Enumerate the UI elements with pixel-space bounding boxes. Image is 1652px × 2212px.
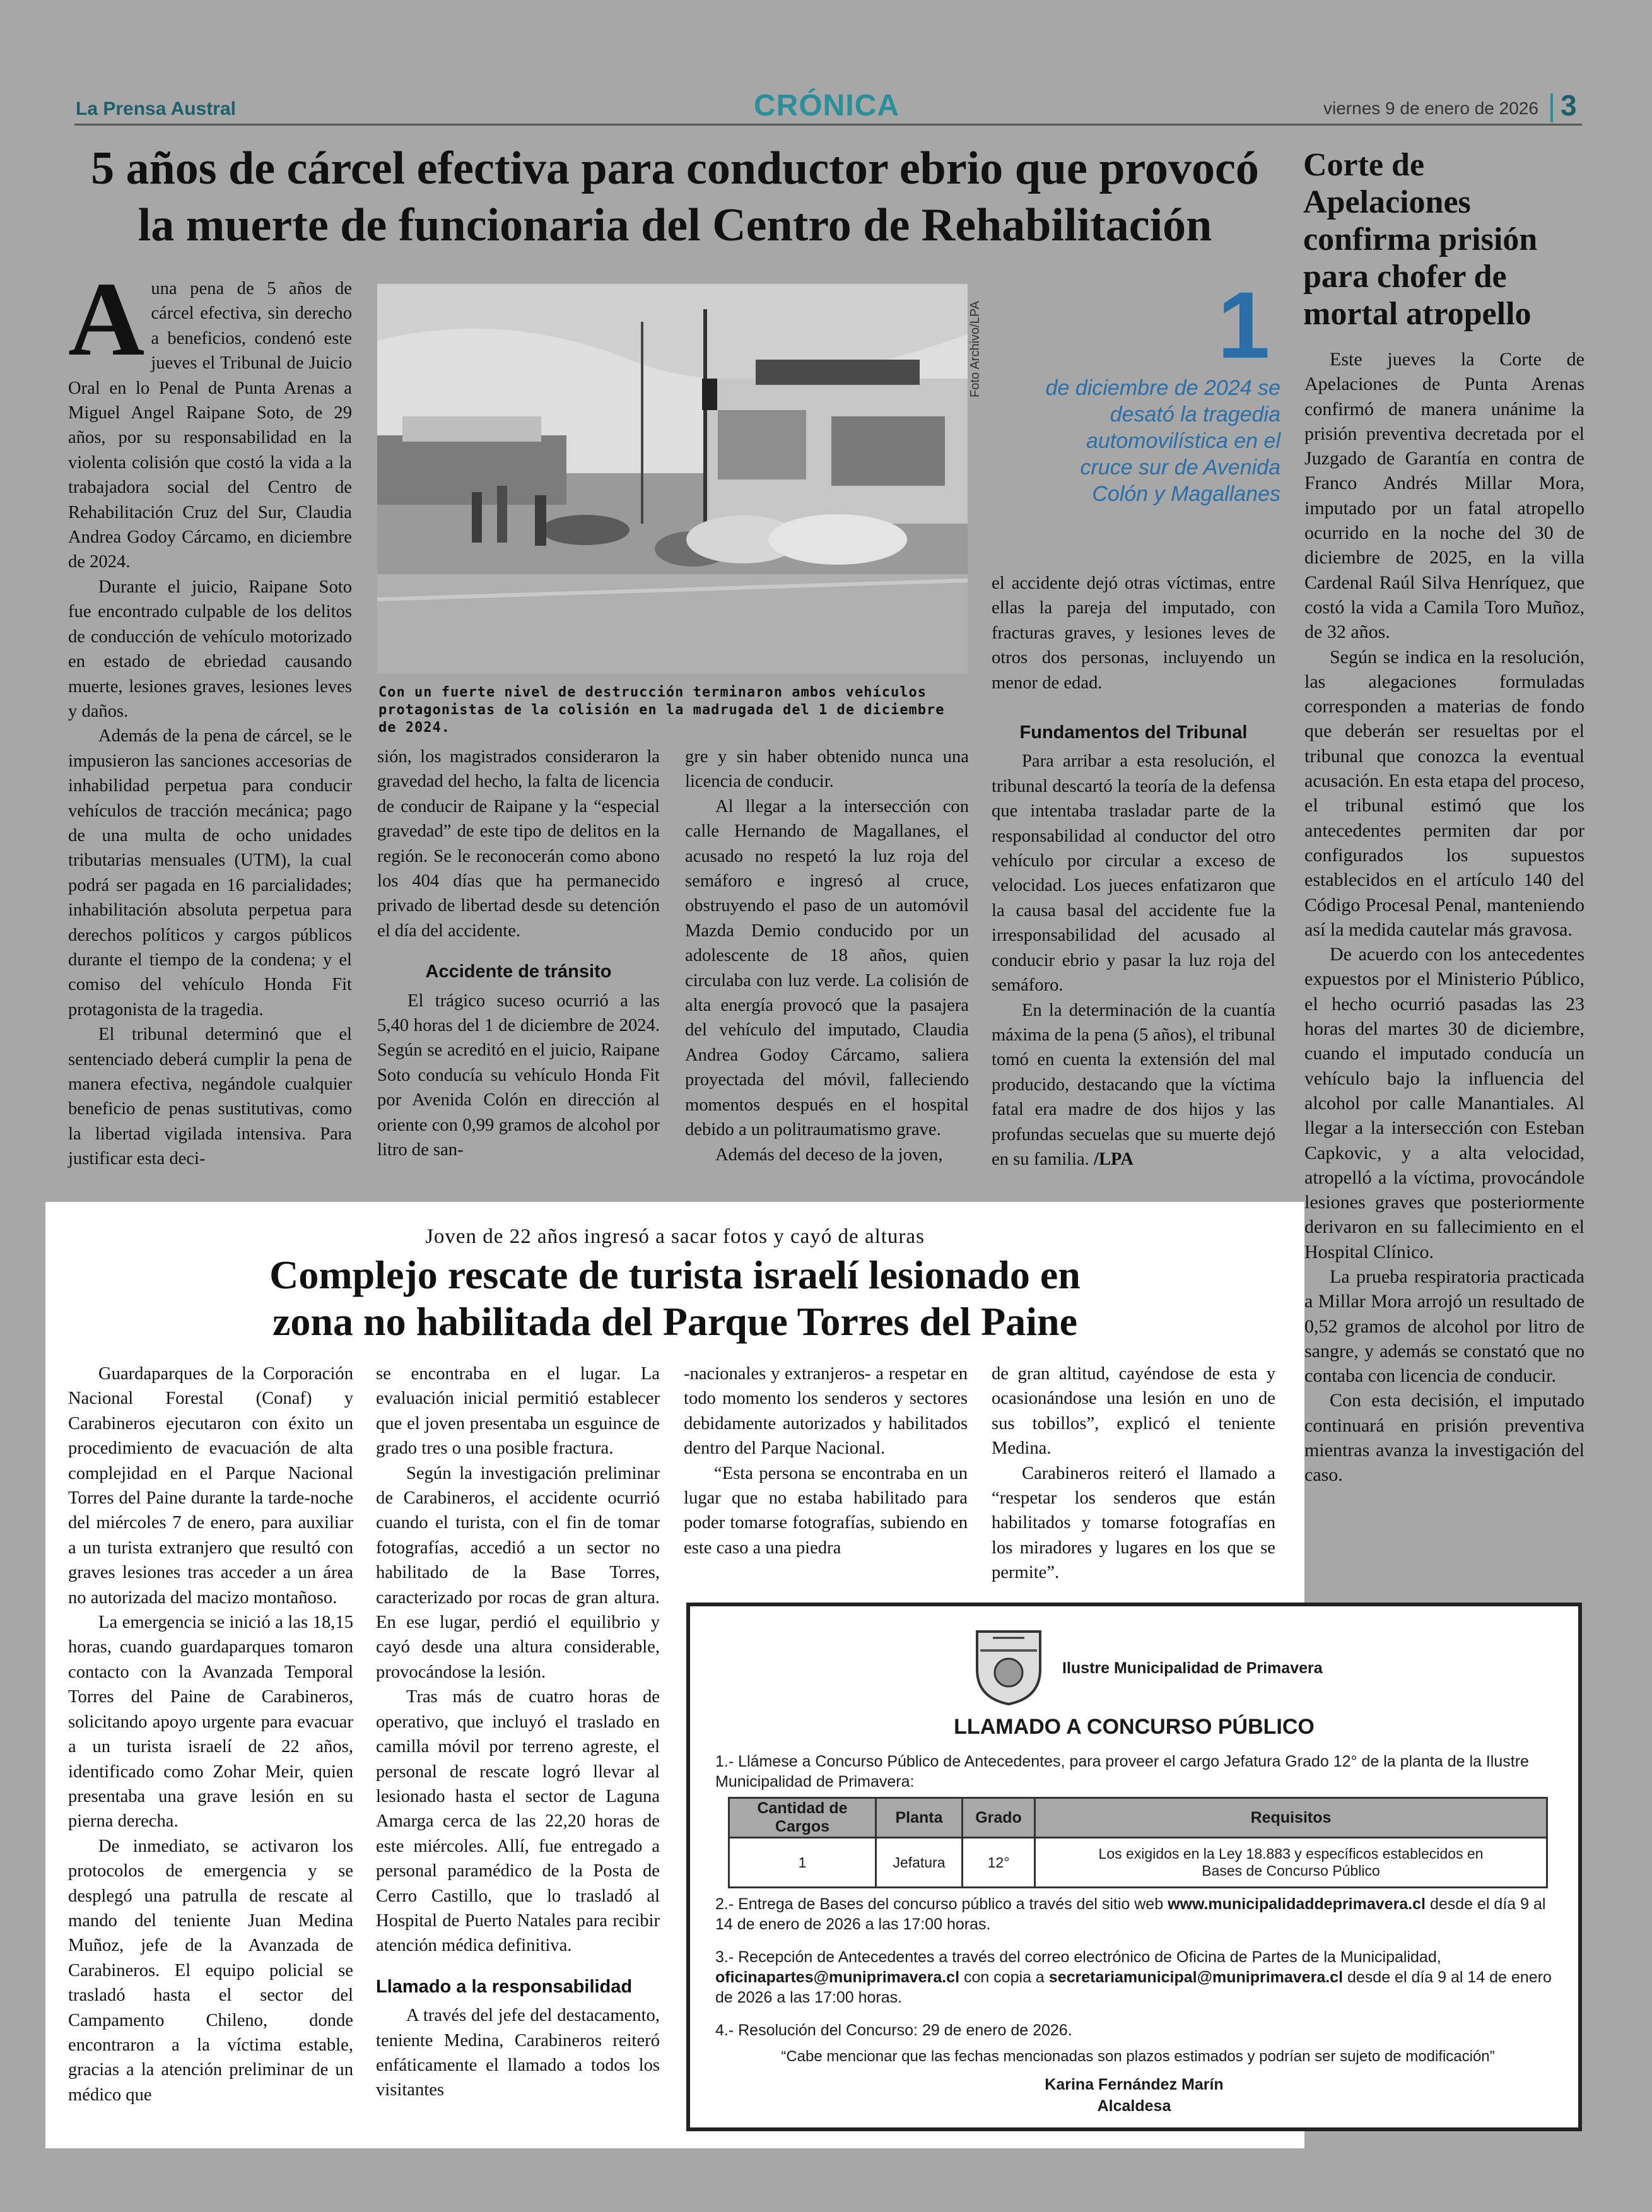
paragraph: sión, los magistrados consideraron la gravedad del hecho, la falta de licencia de conducir de Raipane y la “especial gravedad” de este tipo de delitos en la región. Se le reconocerán como abono los 404 días que ha permanecido privado de libertad desde su detención el día del accidente. bbox=[377, 747, 660, 941]
header-rule bbox=[74, 124, 1582, 126]
side-headline: Corte de Apelaciones confirma prisión para chofer de mortal atropello bbox=[1303, 147, 1538, 332]
table-cell: Jefatura bbox=[876, 1838, 963, 1888]
paragraph: En la determinación de la cuantía máxima de la pena (5 años), el tribunal tomó en cuenta la extensión del mal producido, destacando que la víctima fatal era madre de dos hijos y las profundas secuelas que su muerte dejó en su familia. /LPA bbox=[992, 1000, 1275, 1169]
byline-sign: /LPA bbox=[1094, 1149, 1134, 1169]
paragraph: de gran altitud, cayéndose de esta y ocasionándose una lesión en uno de sus tobillos”, explicó el teniente Medina. bbox=[992, 1364, 1275, 1459]
email-link-oficina-partes[interactable]: oficinapartes@muniprimavera.cl bbox=[715, 1968, 960, 1986]
paragraph: “Esta persona se encontraba en un lugar que no estaba habilitado para poder tomarse fotografías, subiendo en este caso a una piedra bbox=[684, 1463, 968, 1558]
paragraph: se encontraba en el lugar. La evaluación inicial permitió establecer que el joven presentaba un esguince de grado tres o una posible fractura. bbox=[376, 1364, 660, 1459]
ad-institution: Ilustre Municipalidad de Primavera bbox=[1062, 1659, 1323, 1677]
main-headline: 5 años de cárcel efectiva para conductor ebrio que provocó la muerte de funcionaria del Centro de Rehabilitación bbox=[91, 143, 1259, 251]
section-title: CRÓNICA bbox=[754, 89, 899, 122]
main-story-column-2 bbox=[377, 744, 660, 1163]
paragraph: una pena de 5 años de cárcel efectiva, sin derecho a beneficios, condenó este jueves el Tribunal de Juicio Oral en lo Penal de Punta Arenas a Miguel Angel Raipane Soto, de 29 años, por su responsabilidad en la violenta colisión que costó la vida a la trabajadora social del Centro de Rehabilitación Cruz del Sur, Claudia Andrea Godoy Cárcamo, en diciembre de 2024. bbox=[68, 279, 352, 572]
paragraph: De acuerdo con los antecedentes expuestos por el Ministerio Público, el hecho ocurrió pasadas las 23 horas del martes 30 de diciembre, cuando el imputado conducía un vehículo bajo la influencia del alcohol por calle Manantiales. Al llegar a la intersección con Esteban Capkovic, y a alta velocidad, atropelló a la víctima, provocándole lesiones graves que posteriormente derivaron en su fallecimiento en el Hospital Clínico. bbox=[1304, 944, 1585, 1262]
crash-photo bbox=[377, 284, 968, 674]
paragraph: Según la investigación preliminar de Carabineros, el accidente ocurrió cuando el turista, con el fin de tomar fotografías, accedió a un sector no habilitado de la Base Torres, caracterizado por rocas de gran altura. En ese lugar, perdió el equilibrio y cayó desde una altura considerable, provocándose la lesión. bbox=[376, 1463, 660, 1682]
ad-signer: Karina Fernández Marín bbox=[1045, 2076, 1224, 2093]
issue-date: viernes 9 de enero de 2026 bbox=[1323, 98, 1538, 118]
paragraph: La emergencia se inició a las 18,15 horas, cuando guardaparques tomaron contacto con la Avanzada Temporal Torres del Paine de Carabineros, solicitando apoyo urgente para evacuar a un turista israelí de 22 años, identificado como Zohar Meir, quien presentaba una grave lesión en su pierna derecha. bbox=[68, 1613, 353, 1832]
subheading-fundamentos: Fundamentos del Tribunal bbox=[1019, 722, 1248, 743]
paragraph: Para arribar a esta resolución, el tribunal descartó la teoría de la defensa que intentaba trasladar parte de la responsabilidad al conductor del otro vehículo por circular a exceso de velocidad. Los jueces enfatizaron que la causa basal del accidente fue la irresponsabilidad del acusado al conducir ebrio y pasar la luz roja del semáforo. bbox=[992, 751, 1275, 996]
table-header: Planta bbox=[876, 1798, 963, 1838]
page-number: 3 bbox=[1561, 89, 1577, 122]
paragraph: Según se indica en la resolución, las alegaciones formuladas corresponden a materias de fondo que deberán ser resueltas por el tribunal que conozca la eventual acusación. En esta etapa del proceso, el tribunal estimó que los antecedentes permiten dar por configurados los supuestos establecidos en el artículo 140 del Código Procesal Penal, manteniendo así la medida cautelar más gravosa. bbox=[1304, 646, 1585, 940]
main-story-column-4 bbox=[992, 571, 1275, 1172]
side-story-body bbox=[1304, 347, 1585, 1488]
table-header: Grado bbox=[963, 1798, 1035, 1838]
municipal-website-link[interactable]: www.municipalidaddeprimavera.cl bbox=[1168, 1895, 1426, 1913]
rescue-kicker: Joven de 22 años ingresó a sacar fotos y cayó de alturas bbox=[425, 1225, 925, 1248]
paragraph: A través del jefe del destacamento, teniente Medina, Carabineros reiteró enfáticamente el llamado a todos los visitantes bbox=[376, 2006, 660, 2100]
ad-item-4: 4.- Resolución del Concurso: 29 de enero de 2026. bbox=[715, 2021, 1072, 2039]
photo-credit: Foto Archivo/LPA bbox=[968, 300, 982, 397]
paragraph: -nacionales y extranjeros- a respetar en todo momento los senderos y sectores debidamente autorizados y habilitados dentro del Parque Nacional. bbox=[684, 1364, 968, 1459]
paragraph: El tribunal determinó que el sentenciado deberá cumplir la pena de manera efectiva, negándole cualquier beneficio de penas sustitutivas, como la libertad vigilada intensiva. Para justificar esta deci- bbox=[68, 1025, 352, 1169]
paragraph: el accidente dejó otras víctimas, entre ellas la pareja del imputado, con fracturas graves, y lesiones leves de otros dos personas, incluyendo un menor de edad. bbox=[992, 574, 1275, 693]
newspaper-name: La Prensa Austral bbox=[76, 98, 236, 119]
rescue-column-4 bbox=[992, 1362, 1275, 1585]
table-cell: 12° bbox=[963, 1838, 1035, 1888]
table-header: Cantidad de Cargos bbox=[729, 1798, 876, 1838]
paragraph: Guardaparques de la Corporación Nacional Forestal (Conaf) y Carabineros ejecutaron con éxito un procedimiento de evacuación de alta complejidad en el Parque Nacional Torres del Paine durante la tarde-noche del miércoles 7 de enero, para auxiliar a un turista extranjero que resultó con graves lesiones tras acceder a un área no autorizada del macizo montañoso. bbox=[68, 1364, 353, 1608]
ad-note: “Cabe mencionar que las fechas mencionadas son plazos estimados y podrían ser sujeto de modificación” bbox=[781, 2048, 1495, 2065]
ad-item-3: 3.- Recepción de Antecedentes a través del correo electrónico de Oficina de Partes de la Municipalidad, oficinapartes@muniprimavera.cl con copia a secretariamunicipal@muniprimavera.cl desde el día 9 al 14 de enero de 2026 a las 17:00 horas. bbox=[715, 1948, 1552, 2006]
requirements-table bbox=[728, 1797, 1548, 1888]
subheading-llamado: Llamado a la responsabilidad bbox=[376, 1976, 633, 1997]
paragraph: Además del deceso de la joven, bbox=[715, 1144, 943, 1165]
ad-item-1: 1.- Llámese a Concurso Público de Antecedentes, para proveer el cargo Jefatura Grado 12° de la planta de la Ilustre Municipalidad de Primavera: bbox=[715, 1753, 1529, 1791]
paragraph: Con esta decisión, el imputado continuará en prisión preventiva mientras avanza la investigación del caso. bbox=[1304, 1390, 1585, 1486]
callout-number: 1 bbox=[1217, 272, 1270, 378]
email-link-secretaria[interactable]: secretariamunicipal@muniprimavera.cl bbox=[1048, 1968, 1344, 1986]
crest-icon bbox=[968, 1625, 1050, 1707]
paragraph: Además de la pena de cárcel, se le impusieron las sanciones accesorias de inhabilidad perpetua para conducir vehículos de tracción mecánica; pago de una multa de ocho unidades tributarias mensuales (UTM), la cual podrá ser pagada en 16 parcialidades; inhabilitación absoluta perpetua para derechos políticos y cargos públicos durante el tiempo de la condena; y el comiso del vehículo Honda Fit protagonista de la tragedia. bbox=[68, 726, 352, 1020]
paragraph: Durante el juicio, Raipane Soto fue encontrado culpable de los delitos de conducción de vehículo motorizado en estado de ebriedad causando muerte, lesiones graves, lesiones leves y daños. bbox=[68, 577, 352, 721]
table-header: Requisitos bbox=[1035, 1798, 1547, 1838]
paragraph: Este jueves la Corte de Apelaciones de Punta Arenas confirmó de manera unánime la prisión preventiva decretada por el Juzgado de Garantía en contra de Franco Andrés Millar Mora, imputado por un fatal atropello ocurrido en la noche del 30 de diciembre de 2025, en la villa Cardenal Raúl Silva Henríquez, que costó la vida a Camila Toro Muñoz, de 32 años. bbox=[1304, 349, 1585, 643]
subheading-accidente: Accidente de tránsito bbox=[425, 962, 612, 982]
rescue-column-1 bbox=[68, 1362, 353, 2107]
paragraph: El trágico suceso ocurrió a las 5,40 horas del 1 de diciembre de 2024. Según se acreditó en el juicio, Raipane Soto conducía su vehículo Honda Fit por Avenida Colón en dirección al oriente con 0,99 gramos de alcohol por litro de san- bbox=[377, 991, 660, 1160]
rescue-headline: Complejo rescate de turista israelí lesionado en zona no habilitada del Parque Torres del Paine bbox=[269, 1252, 1081, 1344]
municipal-ad bbox=[686, 1603, 1582, 2131]
paragraph: gre y sin haber obtenido nunca una licencia de conducir. bbox=[685, 747, 969, 792]
rescue-column-2 bbox=[376, 1362, 660, 2103]
ad-item-2: 2.- Entrega de Bases del concurso público a través del sitio web www.municipalidaddeprimavera.cl desde el día 9 al 14 de enero de 2026 a las 17:00 horas. bbox=[715, 1895, 1546, 1933]
callout-text: de diciembre de 2024 se desató la tragedia automovilística en el cruce sur de Avenida Colón y Magallanes bbox=[1045, 376, 1280, 506]
paragraph: Al llegar a la intersección con calle Hernando de Magallanes, el acusado no respetó la luz roja del semáforo e ingresó al cruce, obstruyendo el paso de un automóvil Mazda Demio conducido por un adolescente de 18 años, quien circulaba con luz verde. La colisión de alta energía provocó que la pasajera del vehículo del imputado, Claudia Andrea Godoy Cárcamo, saliera proyectada del móvil, falleciendo momentos después en el hospital debido a un politraumatismo grave. bbox=[685, 796, 969, 1140]
main-story-column-1 bbox=[68, 261, 352, 1172]
paragraph: De inmediato, se activaron los protocolos de emergencia y se desplegó una patrulla de rescate al mando del teniente Juan Medina Muñoz, jefe de la Avanzada de Carabineros. El equipo policial se trasladó hasta el sector del Campamento Chileno, donde encontraron a la víctima estable, gracias a la atención preliminar de un médico que bbox=[68, 1836, 353, 2105]
rescue-column-3 bbox=[684, 1362, 968, 1560]
table-cell: Los exigidos en la Ley 18.883 y específicos establecidos en Bases de Concurso Público bbox=[1035, 1838, 1547, 1888]
main-story-column-3 bbox=[685, 744, 969, 1167]
paragraph: Carabineros reiteró el llamado a “respetar los senderos que están habilitados y tomarse fotografías en los miradores y lugares en los que se permite”. bbox=[992, 1463, 1275, 1583]
table-cell: 1 bbox=[729, 1838, 876, 1888]
table-row bbox=[729, 1838, 1547, 1888]
paragraph: La prueba respiratoria practicada a Millar Mora arrojó un resultado de 0,52 gramos de alcohol por litro de sangre, y además se constató que no contaba con licencia de conducir. bbox=[1304, 1266, 1585, 1387]
drop-cap: A bbox=[68, 261, 145, 378]
ad-signer-title: Alcaldesa bbox=[1097, 2097, 1171, 2115]
paragraph: Tras más de cuatro horas de operativo, que incluyó el traslado en camilla móvil por terreno agreste, el personal de rescate logró llevar al lesionado hasta el sector de Laguna Amarga cerca de las 22,20 horas de este miércoles. Allí, fue entregado a personal paramédico de la Posta de Cerro Castillo, que lo trasladó al Hospital de Puerto Natales para recibir atención médica definitiva. bbox=[376, 1687, 660, 1956]
photo-caption: Con un fuerte nivel de destrucción terminaron ambos vehículos protagonistas de la colisión en la madrugada del 1 de diciembre de 2024. bbox=[378, 685, 945, 736]
header-separator bbox=[1550, 93, 1553, 122]
ad-title: LLAMADO A CONCURSO PÚBLICO bbox=[954, 1715, 1315, 1739]
